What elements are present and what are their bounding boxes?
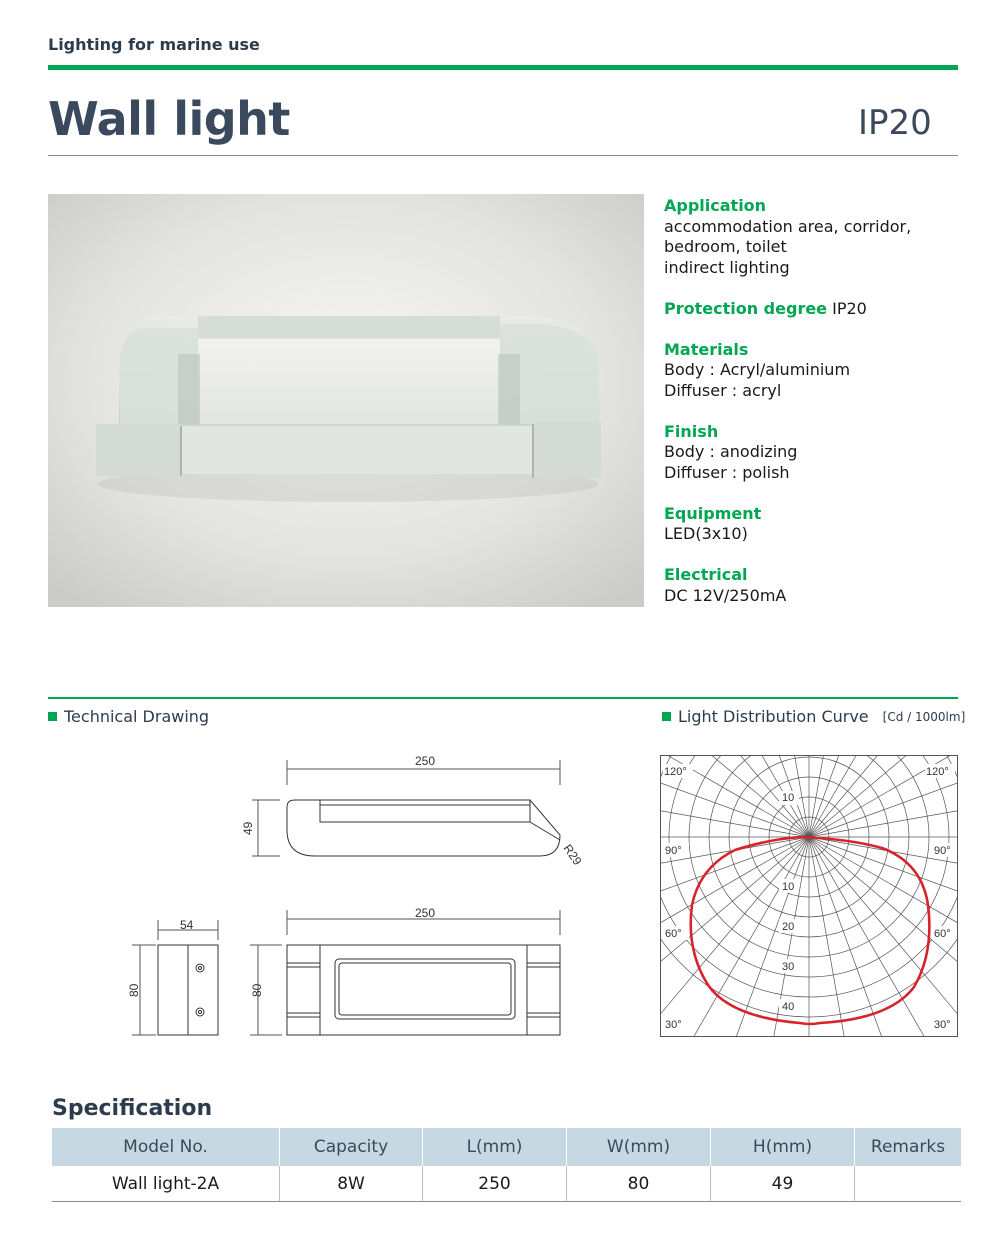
cell-model: Wall light-2A — [52, 1166, 280, 1202]
dim-front-length: 250 — [415, 906, 436, 920]
radial-label-top: 10 — [782, 792, 795, 804]
bullet-square-icon — [662, 712, 671, 721]
electrical-line: DC 12V/250mA — [664, 585, 787, 605]
dim-top-length: 250 — [415, 754, 436, 768]
equipment-line: LED(3x10) — [664, 524, 748, 543]
cell-capacity: 8W — [280, 1166, 423, 1202]
page-title: Wall light — [48, 92, 290, 146]
col-capacity: Capacity — [280, 1128, 423, 1166]
finish-block — [664, 422, 984, 484]
angle-label-30-left: 30° — [665, 1019, 682, 1031]
radial-label-10: 10 — [782, 881, 795, 893]
technical-drawing-heading — [48, 707, 209, 726]
table-header-row — [52, 1128, 961, 1166]
ip-rating: IP20 — [858, 103, 932, 143]
electrical-block — [664, 565, 984, 606]
dim-radius: R29 — [560, 841, 585, 868]
cell-length: 250 — [423, 1166, 567, 1202]
protection-label: Protection degree — [664, 298, 828, 318]
angle-label-60-left: 60° — [665, 928, 682, 940]
materials-label: Materials — [664, 339, 749, 359]
col-remarks: Remarks — [855, 1128, 962, 1166]
dim-width: 54 — [180, 918, 194, 932]
distribution-heading — [662, 707, 965, 726]
product-photo — [48, 194, 644, 607]
title-divider — [48, 155, 958, 156]
cell-height: 49 — [711, 1166, 855, 1202]
application-line: bedroom, toilet — [664, 237, 787, 256]
materials-block — [664, 340, 984, 402]
dim-top-height: 49 — [241, 821, 255, 835]
distribution-label: Light Distribution Curve — [678, 707, 869, 726]
cell-width: 80 — [567, 1166, 711, 1202]
cell-remarks — [855, 1166, 962, 1202]
distribution-unit: [Cd / 1000lm] — [882, 709, 966, 724]
angle-label-90-right: 90° — [934, 845, 951, 857]
application-block — [664, 196, 984, 278]
bullet-square-icon — [48, 712, 57, 721]
finish-line: Body : anodizing — [664, 442, 798, 461]
angle-label-90-left: 90° — [665, 845, 682, 857]
radial-label-20: 20 — [782, 921, 795, 933]
finish-line: Diffuser : polish — [664, 462, 790, 482]
section-divider — [48, 697, 958, 699]
protection-block — [664, 299, 984, 320]
col-height: H(mm) — [711, 1128, 855, 1166]
angle-label-30-right: 30° — [934, 1019, 951, 1031]
angle-label-120-left: 120° — [664, 766, 687, 778]
col-model: Model No. — [52, 1128, 280, 1166]
specification-title: Specification — [52, 1096, 213, 1121]
col-length: L(mm) — [423, 1128, 567, 1166]
application-line: accommodation area, corridor, — [664, 216, 912, 236]
dim-front-height: 80 — [250, 983, 264, 997]
technical-drawing — [120, 745, 590, 1045]
header-rule — [48, 65, 958, 70]
radial-label-40: 40 — [782, 1001, 795, 1013]
equipment-block — [664, 504, 984, 545]
electrical-label: Electrical — [664, 565, 748, 584]
application-label: Application — [664, 196, 767, 215]
angle-label-120-right: 120° — [926, 766, 949, 778]
dim-side-height: 80 — [127, 983, 141, 997]
materials-line: Diffuser : acryl — [664, 380, 782, 400]
equipment-label: Equipment — [664, 503, 762, 523]
application-line: indirect lighting — [664, 257, 790, 277]
spec-list — [664, 196, 984, 627]
protection-value: IP20 — [832, 298, 867, 318]
technical-drawing-label: Technical Drawing — [64, 707, 210, 726]
finish-label: Finish — [664, 421, 719, 441]
catalog-section-label: Lighting for marine use — [48, 35, 260, 54]
angle-label-60-right: 60° — [934, 928, 951, 940]
radial-label-30: 30 — [782, 961, 795, 973]
materials-line: Body : Acryl/aluminium — [664, 360, 851, 379]
col-width: W(mm) — [567, 1128, 711, 1166]
table-row — [52, 1166, 961, 1202]
light-distribution-curve — [660, 755, 958, 1037]
specification-table — [52, 1128, 961, 1202]
